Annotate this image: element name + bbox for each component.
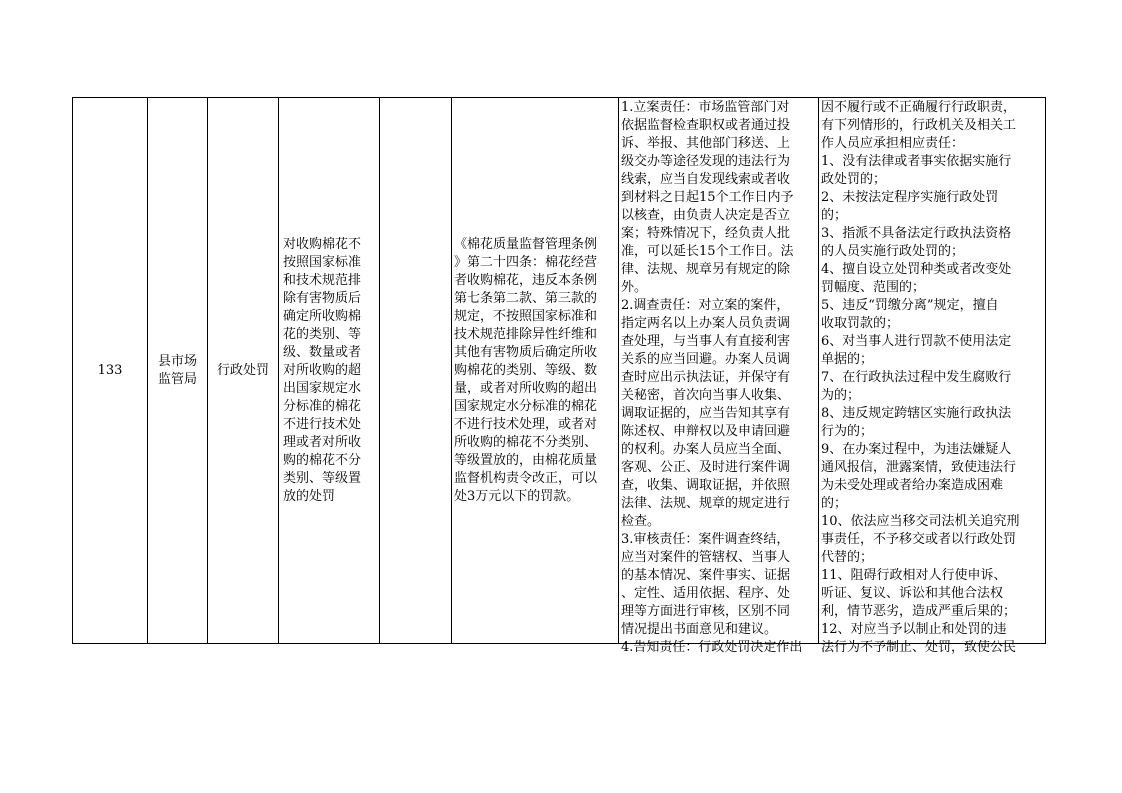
responsibility-text bbox=[621, 99, 816, 657]
item-name-line: 类别、等级置 bbox=[283, 470, 362, 486]
accountability-line: 的； bbox=[821, 208, 848, 223]
accountability-line: 作人员应承担相应责任： bbox=[821, 136, 965, 151]
basis-line: 第七条第二款、第三款的 bbox=[454, 290, 598, 306]
basis-line: 等级置放的，由棉花质量 bbox=[454, 452, 598, 468]
responsibility-line: 到材料之日起15个工作日内予 bbox=[621, 190, 794, 205]
item-name-line: 确定所收购棉 bbox=[283, 308, 362, 324]
item-name-cell bbox=[279, 98, 379, 643]
responsibility-line: 诉、举报、其他部门移送、上 bbox=[621, 136, 791, 151]
responsibility-line: 3.审核责任：案件调查终结， bbox=[621, 532, 790, 547]
accountability-line: 12、对应当予以制止和处罚的违 bbox=[821, 622, 1007, 637]
accountability-cell bbox=[819, 98, 1045, 655]
responsibility-line: 情况提出书面意见和建议。 bbox=[621, 622, 778, 637]
seq-number: 133 bbox=[97, 362, 123, 378]
accountability-line: 利，情节恶劣，造成严重后果的； bbox=[821, 604, 1017, 619]
accountability-line: 代替的； bbox=[821, 550, 874, 565]
responsibility-line: 线索，应当自发现线索或者收 bbox=[621, 172, 791, 187]
accountability-line: 6、对当事人进行罚款不使用法定 bbox=[821, 334, 1012, 349]
responsibility-line: 查处理，与当事人有直接利害 bbox=[621, 334, 791, 349]
sub-item-cell bbox=[380, 98, 451, 643]
basis-line: 所收购的棉花不分类别、 bbox=[454, 434, 598, 450]
basis-line: 技术规范排除异性纤维和 bbox=[454, 326, 598, 342]
item-name-line: 不进行技术处 bbox=[283, 416, 362, 432]
accountability-line: 1、没有法律或者事实依据实施行 bbox=[821, 154, 1012, 169]
responsibility-line: 以核查，由负责人决定是否立 bbox=[621, 208, 791, 223]
accountability-line: 罚幅度、范围的； bbox=[821, 280, 926, 295]
basis-line: 其他有害物质后确定所收 bbox=[454, 344, 598, 360]
accountability-line: 为的； bbox=[821, 388, 861, 403]
power-type: 行政处罚 bbox=[216, 362, 269, 378]
department-cell bbox=[148, 98, 207, 643]
item-name-line: 级、数量或者 bbox=[283, 344, 362, 360]
responsibility-line: 依据监督检查职权或者通过投 bbox=[621, 118, 791, 133]
basis-line: 者收购棉花，违反本条例 bbox=[454, 272, 598, 288]
accountability-line: 9、在办案过程中，为违法嫌疑人 bbox=[821, 442, 1012, 457]
department-line: 县市场 bbox=[157, 353, 197, 369]
responsibility-line: 2.调查责任：对立案的案件， bbox=[621, 298, 790, 313]
accountability-text bbox=[821, 99, 1043, 657]
basis-line: 购棉花的类别、等级、数 bbox=[454, 362, 598, 378]
item-name-line: 放的处罚 bbox=[283, 488, 336, 504]
responsibility-line: 1.立案责任：市场监管部门对 bbox=[621, 100, 790, 115]
responsibility-cell bbox=[619, 98, 818, 655]
item-name-line: 和技术规范排 bbox=[283, 272, 362, 288]
responsibility-line: 关秘密，首次向当事人收集、 bbox=[621, 388, 791, 403]
department-line: 监管局 bbox=[157, 371, 197, 387]
accountability-line: 单据的； bbox=[821, 352, 874, 367]
accountability-line: 2、未按法定程序实施行政处罚 bbox=[821, 190, 999, 205]
accountability-line: 11、阻碍行政相对人行使申诉、 bbox=[821, 568, 1007, 583]
accountability-line: 政处罚的； bbox=[821, 172, 887, 187]
power-type-cell bbox=[208, 98, 278, 643]
item-name-line: 按照国家标准 bbox=[283, 254, 362, 270]
accountability-line: 5、违反“罚缴分离”规定，擅自 bbox=[821, 298, 999, 313]
responsibility-line: 应当对案件的管辖权、当事人 bbox=[621, 550, 791, 565]
basis-line: 量，或者对所收购的超出 bbox=[454, 380, 598, 396]
responsibility-line: 关系的应当回避。办案人员调 bbox=[621, 352, 791, 367]
responsibility-line: 客观、公正、及时进行案件调 bbox=[621, 460, 791, 475]
accountability-line: 4、擅自设立处罚种类或者改变处 bbox=[821, 262, 1012, 277]
accountability-line: 的； bbox=[821, 496, 848, 511]
item-name-line: 分标准的棉花 bbox=[283, 398, 362, 414]
responsibility-line: 准，可以延长15个工作日。法 bbox=[621, 244, 794, 259]
responsibility-line: 陈述权、申辩权以及申请回避 bbox=[621, 424, 791, 439]
accountability-line: 事责任，不予移交或者以行政处罚 bbox=[821, 532, 1017, 547]
accountability-line: 10、依法应当移交司法机关追究刑 bbox=[821, 514, 1020, 529]
responsibility-line: 指定两名以上办案人员负责调 bbox=[621, 316, 791, 331]
item-name-line: 对所收购的超 bbox=[283, 362, 362, 378]
responsibility-line: 查时应出示执法证，并保守有 bbox=[621, 370, 791, 385]
accountability-line: 8、违反规定跨辖区实施行政执法 bbox=[821, 406, 1012, 421]
seq-cell bbox=[73, 98, 147, 643]
responsibility-line: 的权利。办案人员应当全面、 bbox=[621, 442, 791, 457]
accountability-line: 通风报信，泄露案情，致使违法行 bbox=[821, 460, 1017, 475]
responsibility-line: 案；特殊情况下，经负责人批 bbox=[621, 226, 791, 241]
power-list-table bbox=[72, 97, 1046, 655]
responsibility-line: 理等方面进行审核，区别不同 bbox=[621, 604, 791, 619]
item-name bbox=[283, 236, 361, 506]
responsibility-line: 级交办等途径发现的违法行为 bbox=[621, 154, 791, 169]
responsibility-line: 的基本情况、案件事实、证据 bbox=[621, 568, 791, 583]
basis-line: 处3万元以下的罚款。 bbox=[454, 488, 580, 504]
basis-line: 不进行技术处理，或者对 bbox=[454, 416, 598, 432]
accountability-line: 3、指派不具备法定行政执法资格 bbox=[821, 226, 1012, 241]
item-name-line: 对收购棉花不 bbox=[283, 236, 362, 252]
responsibility-line: 查，收集、调取证据，并依照 bbox=[621, 478, 791, 493]
accountability-line: 收取罚款的； bbox=[821, 316, 900, 331]
accountability-line: 法行为不予制止、处罚，致使公民 bbox=[821, 640, 1017, 655]
basis-line: 》第二十四条：棉花经营 bbox=[454, 254, 598, 270]
item-name-line: 理或者对所收 bbox=[283, 434, 362, 450]
item-name-line: 购的棉花不分 bbox=[283, 452, 362, 468]
item-name-line: 除有害物质后 bbox=[283, 290, 362, 306]
responsibility-line: 法律、法规、规章的规定进行 bbox=[621, 496, 791, 511]
accountability-line: 为未受处理或者给办案造成困难 bbox=[821, 478, 1004, 493]
responsibility-line: 4.告知责任：行政处罚决定作出 bbox=[621, 640, 803, 655]
legal-basis-cell bbox=[452, 98, 618, 643]
basis-line: 规定，不按照国家标准和 bbox=[454, 308, 598, 324]
accountability-line: 因不履行或不正确履行行政职责， bbox=[821, 100, 1017, 115]
responsibility-line: 、定性、适用依据、程序、处 bbox=[621, 586, 791, 601]
accountability-line: 7、在行政执法过程中发生腐败行 bbox=[821, 370, 1012, 385]
basis-line: 监督机构责令改正，可以 bbox=[454, 470, 598, 486]
responsibility-line: 调取证据的，应当告知其享有 bbox=[621, 406, 791, 421]
responsibility-line: 律、法规、规章另有规定的除 bbox=[621, 262, 791, 277]
accountability-line: 行为的； bbox=[821, 424, 874, 439]
legal-basis bbox=[454, 236, 597, 506]
item-name-line: 出国家规定水 bbox=[283, 380, 362, 396]
accountability-line: 的人员实施行政处罚的； bbox=[821, 244, 965, 259]
responsibility-line: 检查。 bbox=[621, 514, 661, 529]
responsibility-line: 外。 bbox=[621, 280, 648, 295]
item-name-line: 花的类别、等 bbox=[283, 326, 362, 342]
basis-line: 国家规定水分标准的棉花 bbox=[454, 398, 598, 414]
accountability-line: 有下列情形的，行政机关及相关工 bbox=[821, 118, 1017, 133]
accountability-line: 听证、复议、诉讼和其他合法权 bbox=[821, 586, 1004, 601]
basis-line: 《棉花质量监督管理条例 bbox=[454, 236, 598, 252]
